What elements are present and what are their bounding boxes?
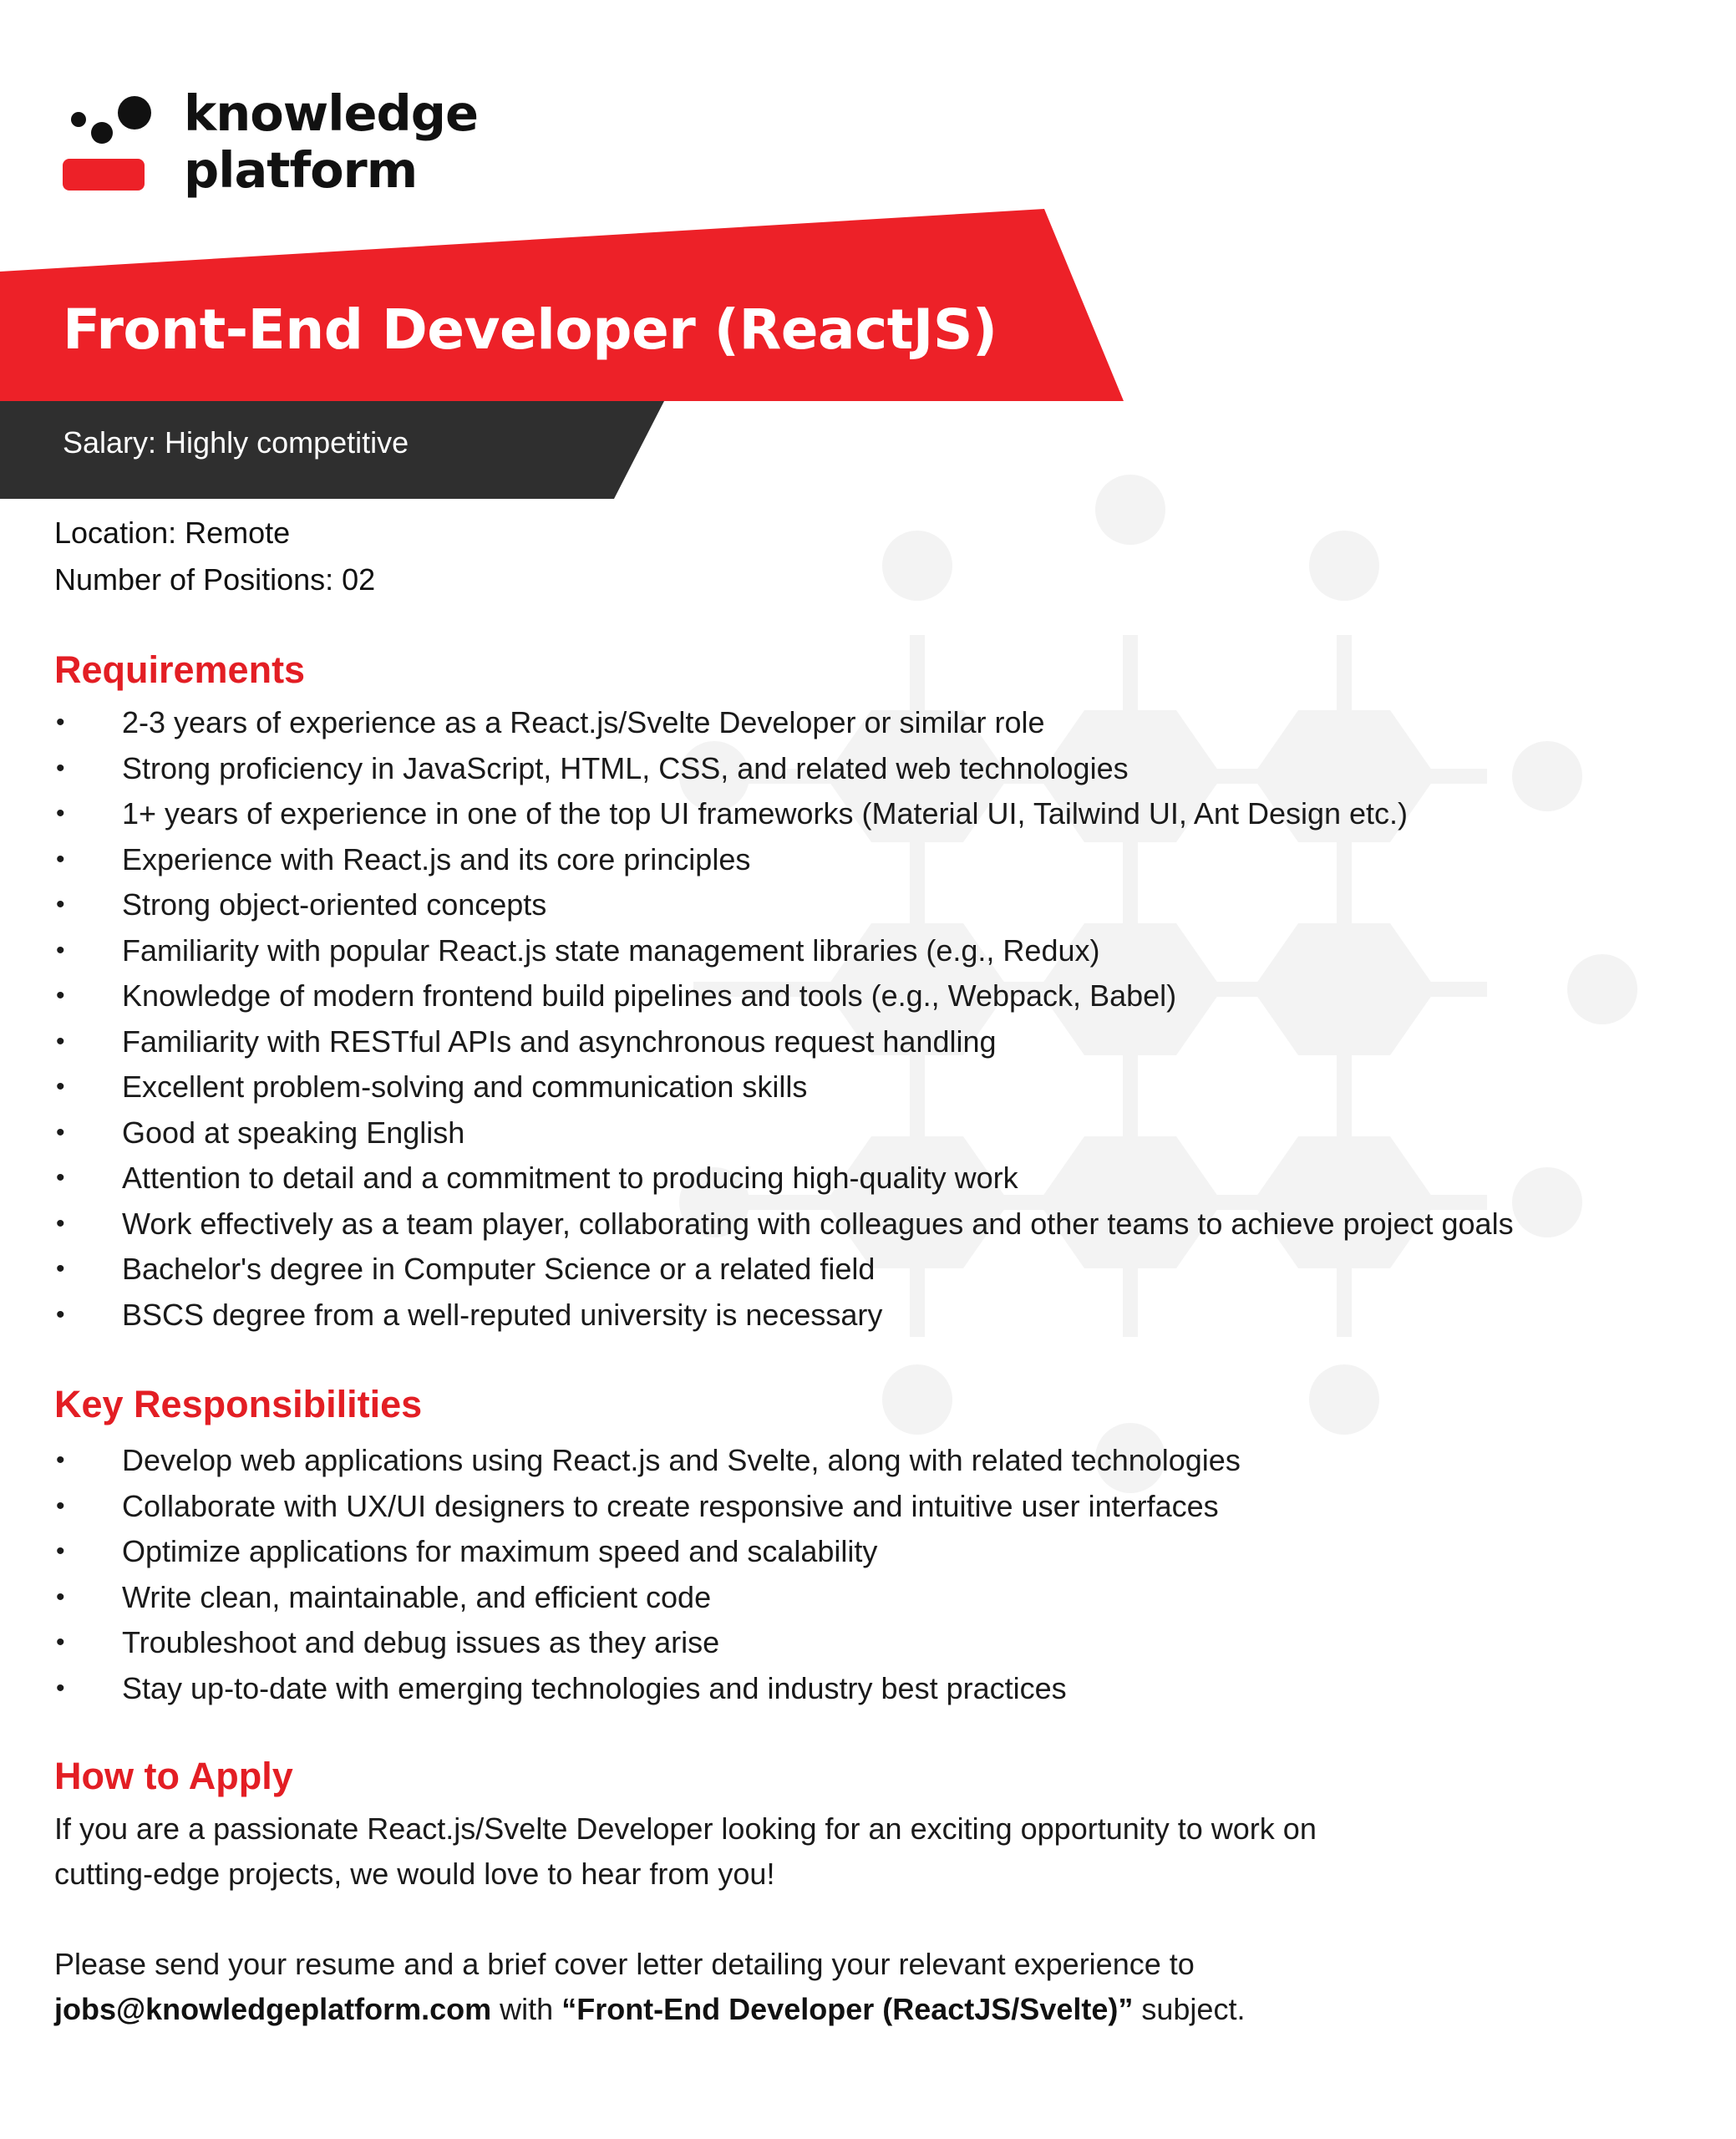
list-item: • Excellent problem-solving and communication skills (54, 1064, 1683, 1110)
list-item: • Work effectively as a team player, collaborating with colleagues and other teams to achieve project goals (54, 1202, 1683, 1247)
job-title: Front-End Developer (ReactJS) (63, 297, 997, 362)
bullet-icon: • (56, 800, 65, 827)
positions-text: Number of Positions: 02 (54, 562, 376, 597)
bullet-icon: • (56, 891, 65, 918)
bullet-icon: • (56, 1255, 65, 1283)
list-item: • Strong object-oriented concepts (54, 882, 1683, 928)
bullet-icon: • (56, 1164, 65, 1191)
bullet-icon: • (56, 982, 65, 1009)
how-to-apply-heading: How to Apply (54, 1755, 293, 1797)
list-item: • Familiarity with RESTful APIs and asynchronous request handling (54, 1019, 1683, 1065)
apply-instructions-line-1: Please send your resume and a brief cover letter detailing your relevant experience to (54, 1947, 1195, 1981)
bullet-icon: • (56, 754, 65, 782)
responsibilities-heading: Key Responsibilities (54, 1383, 423, 1425)
logo-line-1: knowledge (184, 84, 479, 142)
bullet-icon: • (56, 1628, 65, 1656)
list-item: • Bachelor's degree in Computer Science or a related field (54, 1247, 1683, 1293)
apply-instructions-line-2 (54, 1987, 1683, 2032)
responsibilities-list (54, 1438, 1683, 1711)
list-item: • Collaborate with UX/UI designers to create responsive and intuitive user interfaces (54, 1484, 1683, 1530)
bullet-icon: • (56, 1491, 65, 1520)
list-item: • Stay up-to-date with emerging technologies and industry best practices (54, 1666, 1683, 1712)
bullet-icon: • (56, 1209, 65, 1237)
bullet-icon: • (56, 1300, 65, 1329)
email-link[interactable]: jobs@knowledgeplatform.com (54, 1992, 492, 2026)
requirements-list (54, 700, 1683, 1338)
bullet-icon: • (56, 709, 65, 736)
list-item: • 1+ years of experience in one of the top UI frameworks (Material UI, Tailwind UI, Ant Design etc.) (54, 791, 1683, 837)
bullet-icon: • (56, 1118, 65, 1146)
list-item: • Good at speaking English (54, 1110, 1683, 1156)
list-item: • Experience with React.js and its core principles (54, 837, 1683, 883)
list-item: • Strong proficiency in JavaScript, HTML, CSS, and related web technologies (54, 746, 1683, 792)
bullet-icon: • (56, 1583, 65, 1611)
list-item: • Knowledge of modern frontend build pipelines and tools (e.g., Webpack, Babel) (54, 973, 1683, 1019)
list-item: • Develop web applications using React.js and Svelte, along with related technologies (54, 1438, 1683, 1484)
bullet-icon: • (56, 1073, 65, 1100)
list-item: • BSCS degree from a well-reputed university is necessary (54, 1293, 1683, 1339)
bullet-icon: • (56, 845, 65, 873)
location-text: Location: Remote (54, 516, 291, 550)
bullet-icon: • (56, 1537, 65, 1565)
with-text: with (491, 1992, 562, 2026)
list-item: • Troubleshoot and debug issues as they arise (54, 1620, 1683, 1666)
salary-text: Salary: Highly competitive (63, 425, 409, 460)
list-item: • Optimize applications for maximum speed and scalability (54, 1529, 1683, 1575)
job-description (54, 510, 1683, 2032)
list-item: • Write clean, maintainable, and efficient code (54, 1575, 1683, 1621)
company-logo (63, 84, 497, 209)
apply-intro-paragraph (54, 1806, 1683, 1897)
logo-dots-icon (63, 84, 155, 196)
subject-text: “Front-End Developer (ReactJS/Svelte)” (561, 1992, 1134, 2026)
subject-suffix: subject. (1133, 1992, 1246, 2026)
apply-instructions-paragraph (54, 1942, 1683, 2032)
bullet-icon: • (56, 1674, 65, 1702)
logo-wordmark (184, 85, 478, 199)
apply-intro-line-2: cutting-edge projects, we would love to hear from you! (54, 1857, 775, 1891)
logo-line-2: platform (184, 141, 418, 199)
apply-intro-line-1: If you are a passionate React.js/Svelte Developer looking for an exciting opportunity to work on (54, 1811, 1317, 1846)
list-item: • Attention to detail and a commitment to producing high-quality work (54, 1156, 1683, 1202)
requirements-heading: Requirements (54, 648, 306, 691)
bullet-icon: • (56, 1446, 65, 1474)
bullet-icon: • (56, 936, 65, 964)
list-item: • Familiarity with popular React.js state management libraries (e.g., Redux) (54, 928, 1683, 974)
list-item: • 2-3 years of experience as a React.js/Svelte Developer or similar role (54, 700, 1683, 746)
bullet-icon: • (56, 1027, 65, 1055)
